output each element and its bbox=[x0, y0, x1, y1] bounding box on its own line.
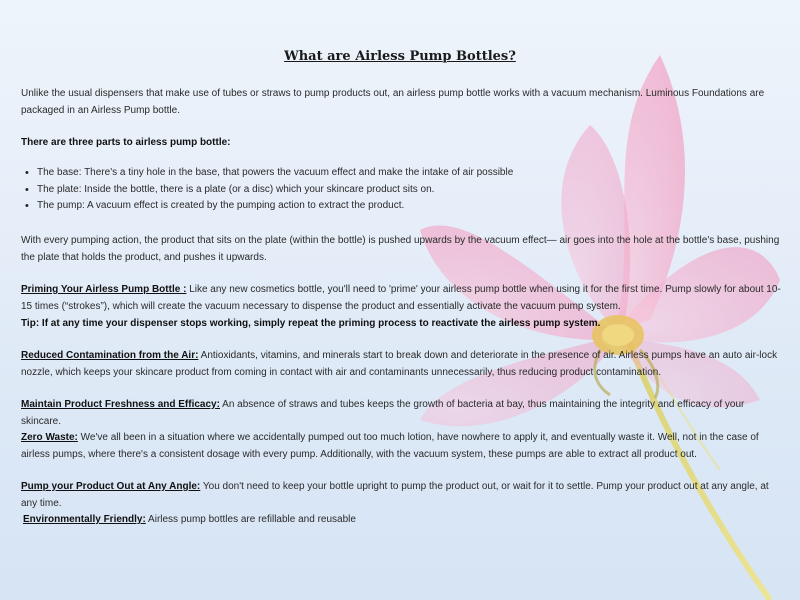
contamination-section bbox=[21, 347, 781, 381]
list-item: • The base: There's a tiny hole in the base, that powers the vacuum effect and make the intake of air possible bbox=[21, 165, 761, 182]
any-angle-text: You don't need to keep your bottle upright to pump the product out, or wait for it to settle. Pump your product out at any angle, at any time. bbox=[21, 481, 769, 509]
priming-text: Like any new cosmetics bottle, you'll need to 'prime' your airless pump bottle when using it for the first time. Pump slowly for about 10-15 times (“strokes”), which will create the vacuum necessary to dispense the product and essentially activate the vacuum pump system. bbox=[21, 284, 781, 312]
contamination-label: Reduced Contamination from the Air: bbox=[21, 350, 199, 361]
freshness-label: Maintain Product Freshness and Efficacy: bbox=[21, 399, 220, 410]
eco-text: Airless pump bottles are refillable and reusable bbox=[148, 514, 356, 525]
list-item: • The plate: Inside the bottle, there is a plate (or a disc) which your skincare product sits on. bbox=[21, 182, 761, 199]
intro-paragraph: Unlike the usual dispensers that make use of tubes or straws to pump products out, an airless pump bottle works with a vacuum mechanism. Luminous Foundations are packaged in an Airless Pump bottle. bbox=[21, 88, 765, 116]
zero-waste-label: Zero Waste: bbox=[21, 432, 78, 443]
eco-section bbox=[23, 511, 783, 528]
page-title: What are Airless Pump Bottles? bbox=[284, 49, 516, 64]
contamination-text: Antioxidants, vitamins, and minerals start to break down and deteriorate in the presence of air. Airless pumps have an auto air-lock nozzle, which keeps your skincare product from coming in contact with air and contaminants unnecessarily, thus reducing product contamination. bbox=[21, 350, 778, 378]
list-item: • The pump: A vacuum effect is created by the pumping action to extract the product. bbox=[21, 198, 761, 215]
priming-tip: Tip: If at any time your dispenser stops working, simply repeat the priming process to reactivate the airless pump system. bbox=[21, 318, 601, 329]
priming-section bbox=[21, 281, 781, 332]
parts-list bbox=[21, 165, 761, 215]
freshness-section bbox=[21, 396, 781, 430]
priming-label: Priming Your Airless Pump Bottle : bbox=[21, 284, 187, 295]
eco-label: Environmentally Friendly: bbox=[23, 514, 146, 525]
freshness-text: An absence of straws and tubes keeps the growth of bacteria at bay, thus maintaining the integrity and efficacy of your skincare. bbox=[21, 399, 745, 427]
zero-waste-section bbox=[21, 429, 781, 463]
zero-waste-text: We've all been in a situation where we accidentally pumped out too much lotion, have nowhere to apply it, and eventually waste it. Well, not in the case of airless pumps, where there's a consistent dosage with every pump. Additionally, with the vacuum system, these pumps are able to extract all product out. bbox=[21, 432, 759, 460]
any-angle-section bbox=[21, 478, 781, 512]
mechanism-paragraph: With every pumping action, the product that sits on the plate (within the bottle) is pushed upwards by the vacuum effect— air goes into the hole at the bottle's base, pushing the plate that holds the product, and pushes it upwards. bbox=[21, 235, 780, 263]
parts-heading: There are three parts to airless pump bottle: bbox=[21, 137, 231, 148]
any-angle-label: Pump your Product Out at Any Angle: bbox=[21, 481, 201, 492]
